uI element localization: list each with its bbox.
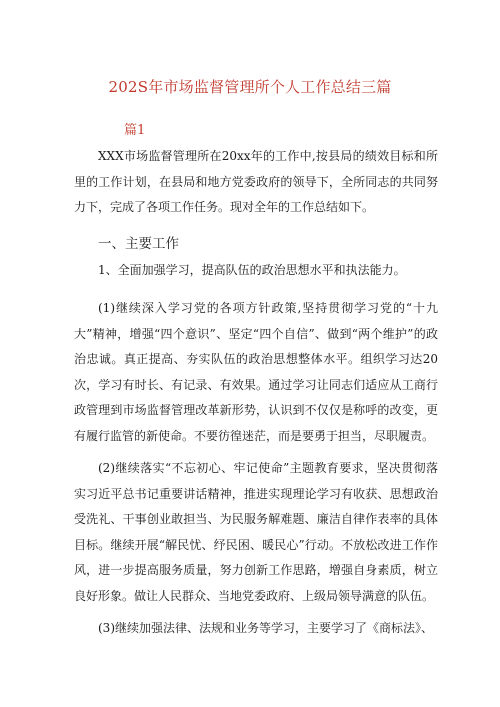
item-1-2-paragraph: (2)继续落实“不忘初心、牢记使命”主题教育要求，坚决贯彻落实习近平总书记重要讲话精神，推进实现理论学习有收获、思想政治受洗礼、干事创业敢担当、为民服务解难题、廉洁自律作表率的具体目标。继续开展“解民忧、纾民困、暖民心”行动。不放松改进工作作风，进一步提高服务质量，努力创新工作思路，增强自身素质，树立良好形象。做让人民群众、当地党委政府、上级局领导满意的队伍。 xyxy=(74,461,438,603)
document-title: 202S年市场监督管理所个人工作总结三篇 xyxy=(108,78,392,96)
heading-main-work: 一、主要工作 xyxy=(98,236,179,252)
section-label: 篇1 xyxy=(124,123,146,138)
item-1-1-paragraph: (1)继续深入学习党的各项方针政策,坚持贯彻学习党的“十九大”精神，增强“四个意识”、坚定“四个自信”、做到“两个维护”的政治忠诚。真正提高、夯实队伍的政治思想整体水平。组织学习达20次，学习有时长、有记录、有效果。通过学习让同志们适应从工商行政管理到市场监督管理改革新形势，认识到不仅仅是称呼的改变，更有履行监管的新使命。不要彷徨迷茫，而是要勇于担当，尽职履责。 xyxy=(74,301,438,443)
item-1-3-paragraph: (3)继续加强法律、法规和业务等学习，主要学习了《商标法》、 xyxy=(98,621,434,635)
item-1-paragraph: 1、全面加强学习，提高队伍的政治思想水平和执法能力。 xyxy=(98,263,406,277)
intro-paragraph: XXX市场监督管理所在20xx年的工作中,按县局的绩效目标和所里的工作计划，在县局和地方党委政府的领导下，全所同志的共同努力下，完成了各项工作任务。现对全年的工作总结如下。 xyxy=(74,149,438,215)
